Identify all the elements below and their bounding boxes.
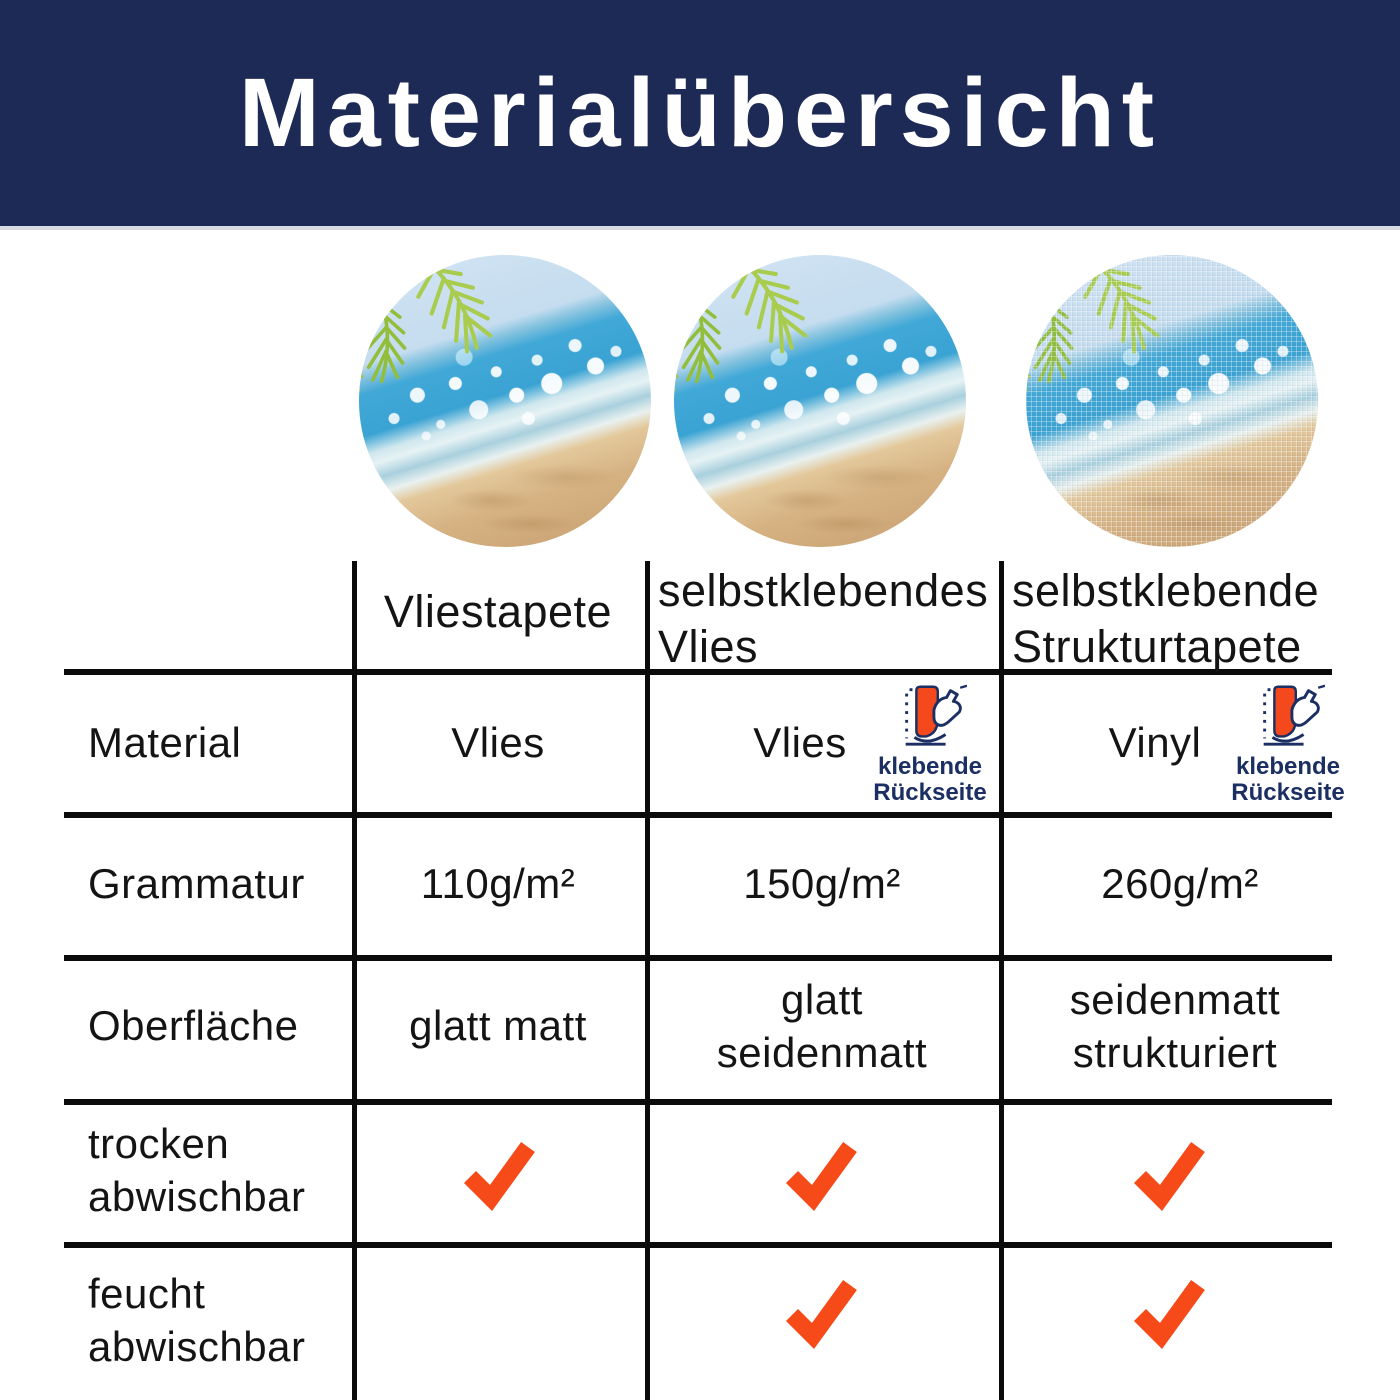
cell-line: strukturiert (1072, 1029, 1278, 1076)
check-icon (1127, 1131, 1209, 1213)
column-header-line: selbstklebende (1012, 565, 1320, 616)
cell-line: seidenmatt (716, 1029, 928, 1076)
row-label-oberflaeche: Oberfläche (88, 1002, 299, 1049)
sample-photo-selbstklebendes-vlies (674, 255, 966, 547)
sample-photo-strukturtapete (1026, 255, 1318, 547)
page-title: Materialübersicht (238, 58, 1162, 167)
column-header-line: Vlies (658, 621, 759, 672)
column-header-line: Strukturtapete (1012, 621, 1302, 672)
check-icon (1127, 1269, 1209, 1351)
adhesive-backing-icon (1251, 678, 1325, 752)
cell-line: glatt (781, 976, 863, 1023)
sample-photo-vliestapete (359, 255, 651, 547)
table-row-divider (64, 1099, 1332, 1105)
table-column-divider (352, 561, 357, 1400)
row-label-trocken-abwischbar (88, 1117, 305, 1223)
palm-leaf-icon (674, 259, 824, 449)
table-row-divider (64, 812, 1332, 818)
check-icon (779, 1269, 861, 1351)
table-row-divider (64, 1242, 1332, 1248)
cell-material-strukturtapete: Vinyl (1108, 719, 1202, 766)
column-header-vliestapete: Vliestapete (383, 586, 613, 637)
adhesive-backing-badge (1218, 678, 1358, 806)
cell-oberflaeche-vliestapete: glatt matt (409, 1002, 587, 1049)
column-header-line: selbstklebendes (658, 565, 989, 616)
header-banner (0, 0, 1400, 230)
row-label-line: abwischbar (88, 1173, 306, 1220)
cell-line: seidenmatt (1069, 976, 1281, 1023)
row-label-line: trocken (88, 1120, 230, 1167)
row-label-feucht-abwischbar (88, 1267, 305, 1373)
row-label-line: abwischbar (88, 1323, 306, 1370)
check-icon (779, 1131, 861, 1213)
cell-oberflaeche-selbstklebendes-vlies (717, 973, 927, 1079)
badge-label-line: klebende (877, 753, 983, 780)
column-header-selbstklebendes-vlies (658, 563, 988, 675)
table-row-divider (64, 955, 1332, 961)
row-label-material: Material (88, 719, 242, 766)
row-label-grammatur: Grammatur (88, 860, 305, 907)
badge-label-line: klebende (1235, 753, 1341, 780)
cell-oberflaeche-strukturtapete (1070, 973, 1280, 1079)
cell-material-vliestapete: Vlies (451, 719, 545, 766)
cell-grammatur-strukturtapete: 260g/m² (1101, 860, 1259, 907)
adhesive-backing-badge (860, 678, 1000, 806)
fabric-texture-overlay (1026, 255, 1318, 547)
column-header-strukturtapete (1012, 563, 1319, 675)
cell-grammatur-selbstklebendes-vlies: 150g/m² (743, 860, 901, 907)
adhesive-backing-icon (893, 678, 967, 752)
row-label-line: feucht (88, 1270, 206, 1317)
palm-leaf-icon (359, 259, 509, 449)
cell-material-selbstklebendes-vlies: Vlies (753, 719, 847, 766)
table-column-divider (645, 561, 650, 1400)
badge-label-line: Rückseite (1231, 779, 1345, 806)
cell-grammatur-vliestapete: 110g/m² (420, 860, 576, 907)
check-icon (457, 1131, 539, 1213)
badge-label-line: Rückseite (873, 779, 987, 806)
